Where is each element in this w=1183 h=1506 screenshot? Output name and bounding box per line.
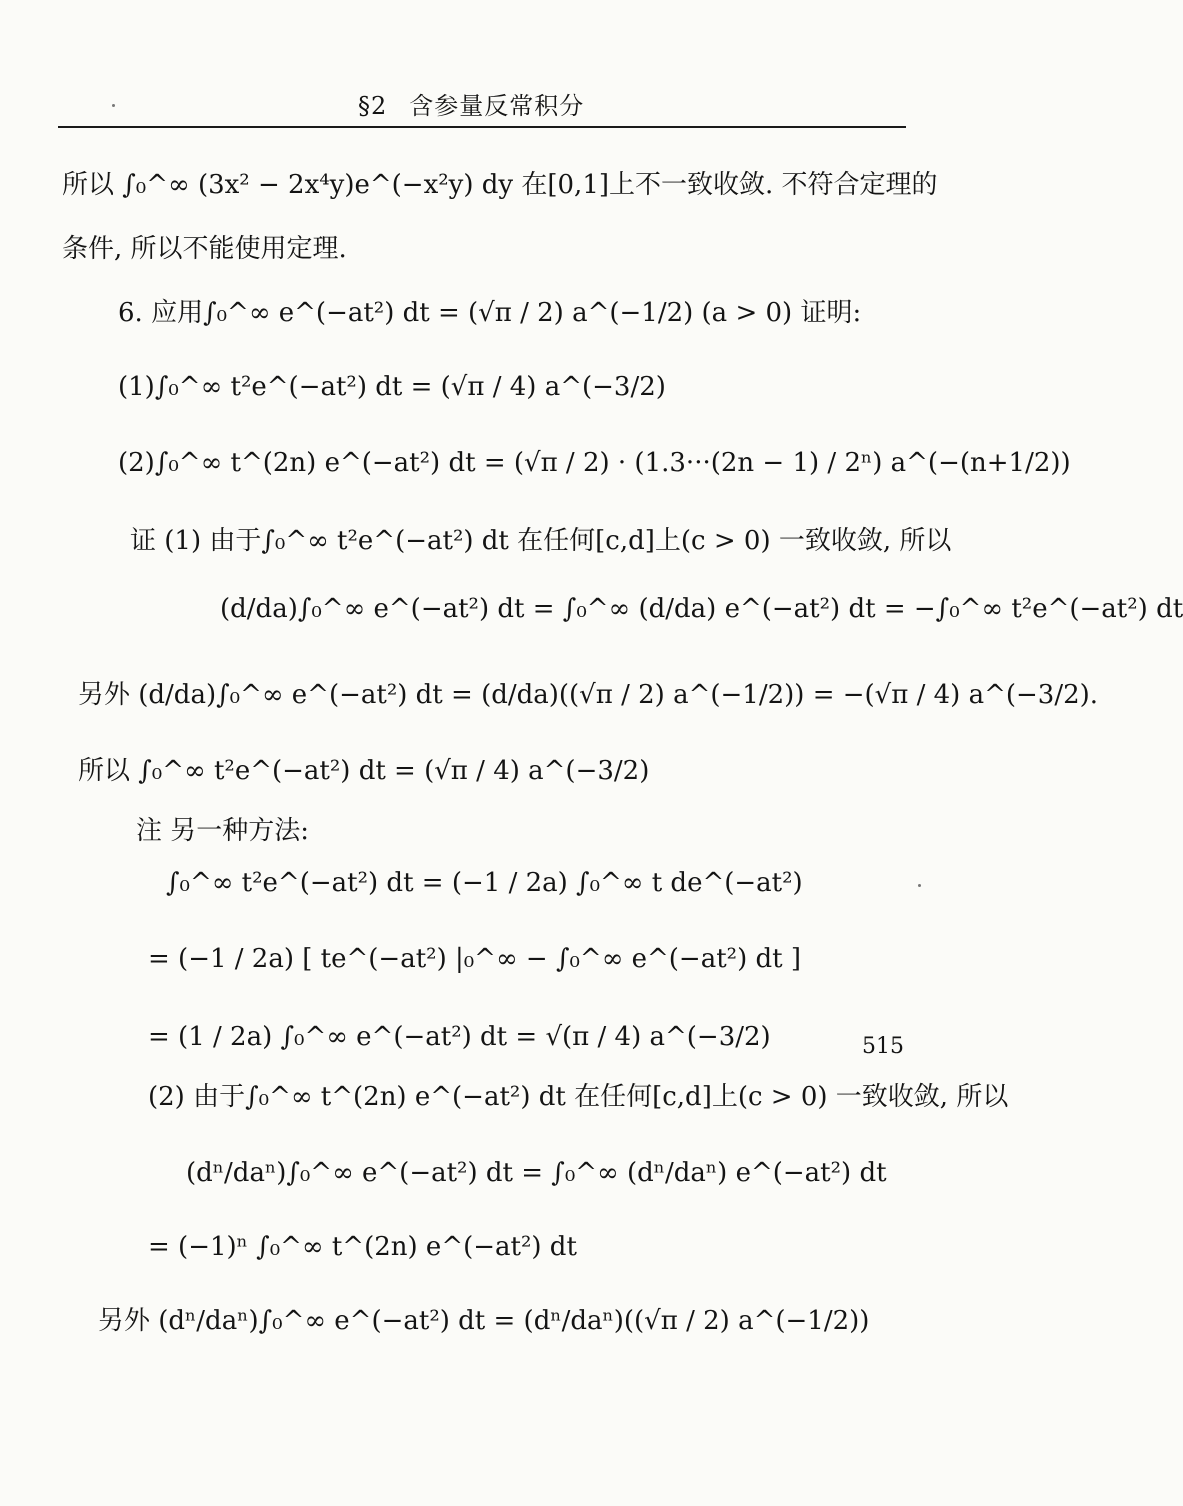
header-rule [58,126,906,128]
equation: = (−1 / 2a) [ te^(−at²) |₀^∞ − ∫₀^∞ e^(−at²) dt ] [148,944,801,974]
note: 注 另一种方法: [136,816,310,846]
text-line: 条件, 所以不能使用定理. [62,234,347,264]
equation: (d/da)∫₀^∞ e^(−at²) dt = ∫₀^∞ (d/da) e^(−at²) dt = −∫₀^∞ t²e^(−at²) dt [220,594,1183,624]
proof-start: 证 (1) 由于∫₀^∞ t²e^(−at²) dt 在任何[c,d]上(c > 0) 一致收敛, 所以 [130,526,952,556]
claim-2: (2)∫₀^∞ t^(2n) e^(−at²) dt = (√π / 2) · (1.3···(2n − 1) / 2ⁿ) a^(−(n+1/2)) [118,448,1071,478]
claim-1: (1)∫₀^∞ t²e^(−at²) dt = (√π / 4) a^(−3/2) [118,372,666,402]
equation: = (−1)ⁿ ∫₀^∞ t^(2n) e^(−at²) dt [148,1232,577,1262]
proof-part-2: (2) 由于∫₀^∞ t^(2n) e^(−at²) dt 在任何[c,d]上(c > 0) 一致收敛, 所以 [148,1082,1009,1112]
section-title: 含参量反常积分 [409,92,585,120]
scan-speck [918,884,921,887]
page-number: 515 [862,1034,904,1059]
text-line: 所以 ∫₀^∞ t²e^(−at²) dt = (√π / 4) a^(−3/2) [78,756,650,786]
section-number: §2 [358,92,388,120]
running-header [358,86,584,121]
equation: = (1 / 2a) ∫₀^∞ e^(−at²) dt = √(π / 4) a^(−3/2) [148,1022,771,1052]
text-line: 另外 (d/da)∫₀^∞ e^(−at²) dt = (d/da)((√π / 2) a^(−1/2)) = −(√π / 4) a^(−3/2). [78,680,1099,710]
equation: (dⁿ/daⁿ)∫₀^∞ e^(−at²) dt = ∫₀^∞ (dⁿ/daⁿ) e^(−at²) dt [186,1158,887,1188]
text-line: 另外 (dⁿ/daⁿ)∫₀^∞ e^(−at²) dt = (dⁿ/daⁿ)((√π / 2) a^(−1/2)) [98,1306,870,1336]
scan-speck [112,104,115,107]
equation: ∫₀^∞ t²e^(−at²) dt = (−1 / 2a) ∫₀^∞ t de^(−at²) [166,868,803,898]
text-line: 所以 ∫₀^∞ (3x² − 2x⁴y)e^(−x²y) dy 在[0,1]上不一致收敛. 不符合定理的 [62,170,938,200]
problem-statement: 6. 应用∫₀^∞ e^(−at²) dt = (√π / 2) a^(−1/2) (a > 0) 证明: [118,298,862,328]
